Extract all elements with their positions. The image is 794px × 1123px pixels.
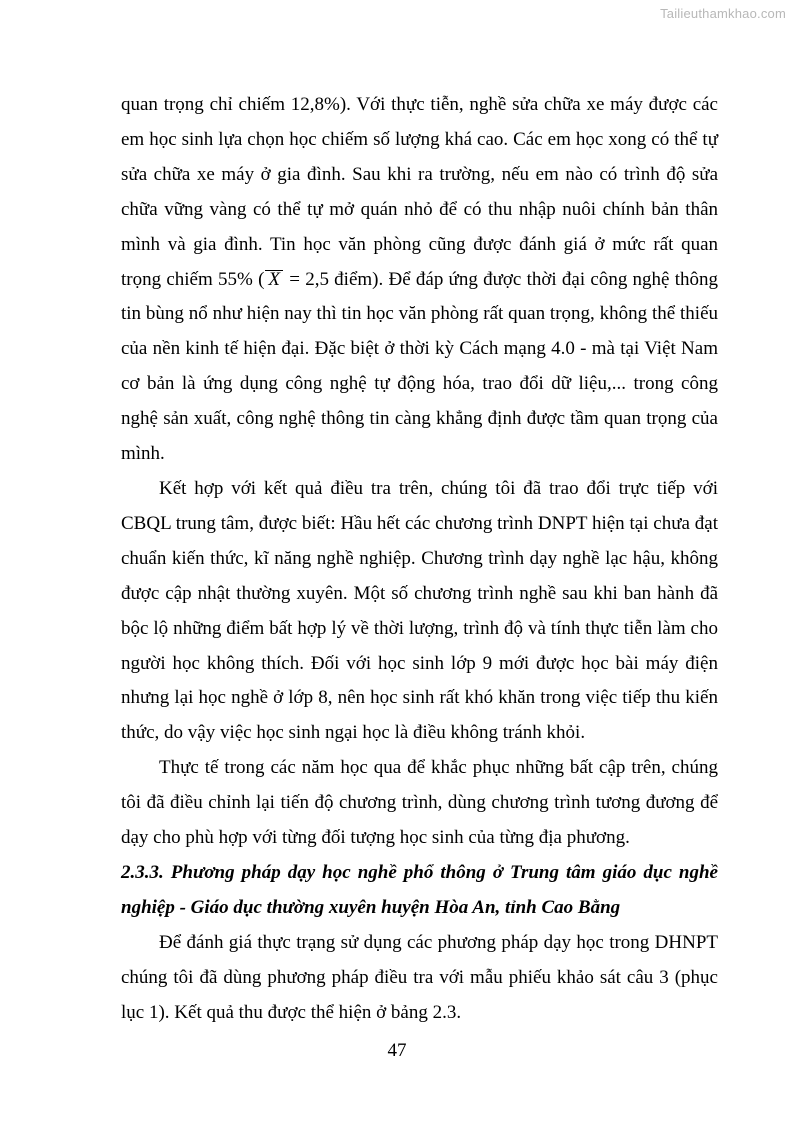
watermark: Tailieuthamkhao.com (660, 6, 786, 21)
paragraph-1-text: quan trọng chỉ chiếm 12,8%). Với thực tiễn, nghề sửa chữa xe máy được các em học sinh lựa chọn học chiếm số lượng khá cao. Các em học xong có thể tự sửa chữa xe máy ở gia đình. Sau khi ra trường, nếu em nào có trình độ sửa chữa vững vàng có thể tự mở quán nhỏ để có thu nhập nuôi chính bản thân mình và gia đình. Tin học văn phòng cũng được đánh giá ở mức rất quan trọng chiếm (121, 94, 718, 290)
page-number: 47 (387, 1040, 407, 1061)
document-body (121, 88, 718, 1030)
paragraph-2: Kết hợp với kết quả điều tra trên, chúng tôi đã trao đổi trực tiếp với CBQL trung tâm, được biết: Hầu hết các chương trình DNPT hiện tại chưa đạt chuẩn kiến thức, kĩ năng nghề nghiệp. Chương trình dạy nghề lạc hậu, không được cập nhật thường xuyên. Một số chương trình nghề sau khi ban hành đã bộc lộ những điểm bất hợp lý về thời lượng, trình độ và tính thực tiễn làm cho người học không thích. Đối với học sinh lớp 9 mới được học bài máy điện nhưng lại học nghề ở lớp 8, nên học sinh rất khó khăn trong việc tiếp thu kiến thức, do vậy việc học sinh ngại học là điều không tránh khỏi. (121, 477, 718, 744)
paragraph-1 (121, 88, 718, 472)
mean-symbol: X (265, 270, 283, 289)
section-heading: 2.3.3. Phương pháp dạy học nghề phổ thông ở Trung tâm giáo dục nghề nghiệp - Giáo dục thường xuyên huyện Hòa An, tỉnh Cao Bằng (121, 861, 718, 918)
paragraph-1-continuation: = 2,5 điểm). Để đáp ứng được thời đại công nghệ thông tin bùng nổ như hiện nay thì tin học văn phòng rất quan trọng, không thể thiếu của nền kinh tế hiện đại. Đặc biệt ở thời kỳ Cách mạng 4.0 - mà tại Việt Nam cơ bản là ứng dụng công nghệ tự động hóa, trao đổi dữ liệu,... trong công nghệ sản xuất, công nghệ thông tin càng khẳng định được tầm quan trọng của mình. (121, 268, 718, 465)
paragraph-3: Thực tế trong các năm học qua để khắc phục những bất cập trên, chúng tôi đã điều chỉnh lại tiến độ chương trình, dùng chương trình tương đương để dạy cho phù hợp với từng đối tượng học sinh của từng địa phương. (121, 757, 718, 849)
paragraph-4: Để đánh giá thực trạng sử dụng các phương pháp dạy học trong DHNPT chúng tôi đã dùng phương pháp điều tra với mẫu phiếu khảo sát câu 3 (phục lục 1). Kết quả thu được thể hiện ở bảng 2.3. (121, 931, 718, 1023)
stat-prefix: 55% ( (218, 268, 265, 290)
